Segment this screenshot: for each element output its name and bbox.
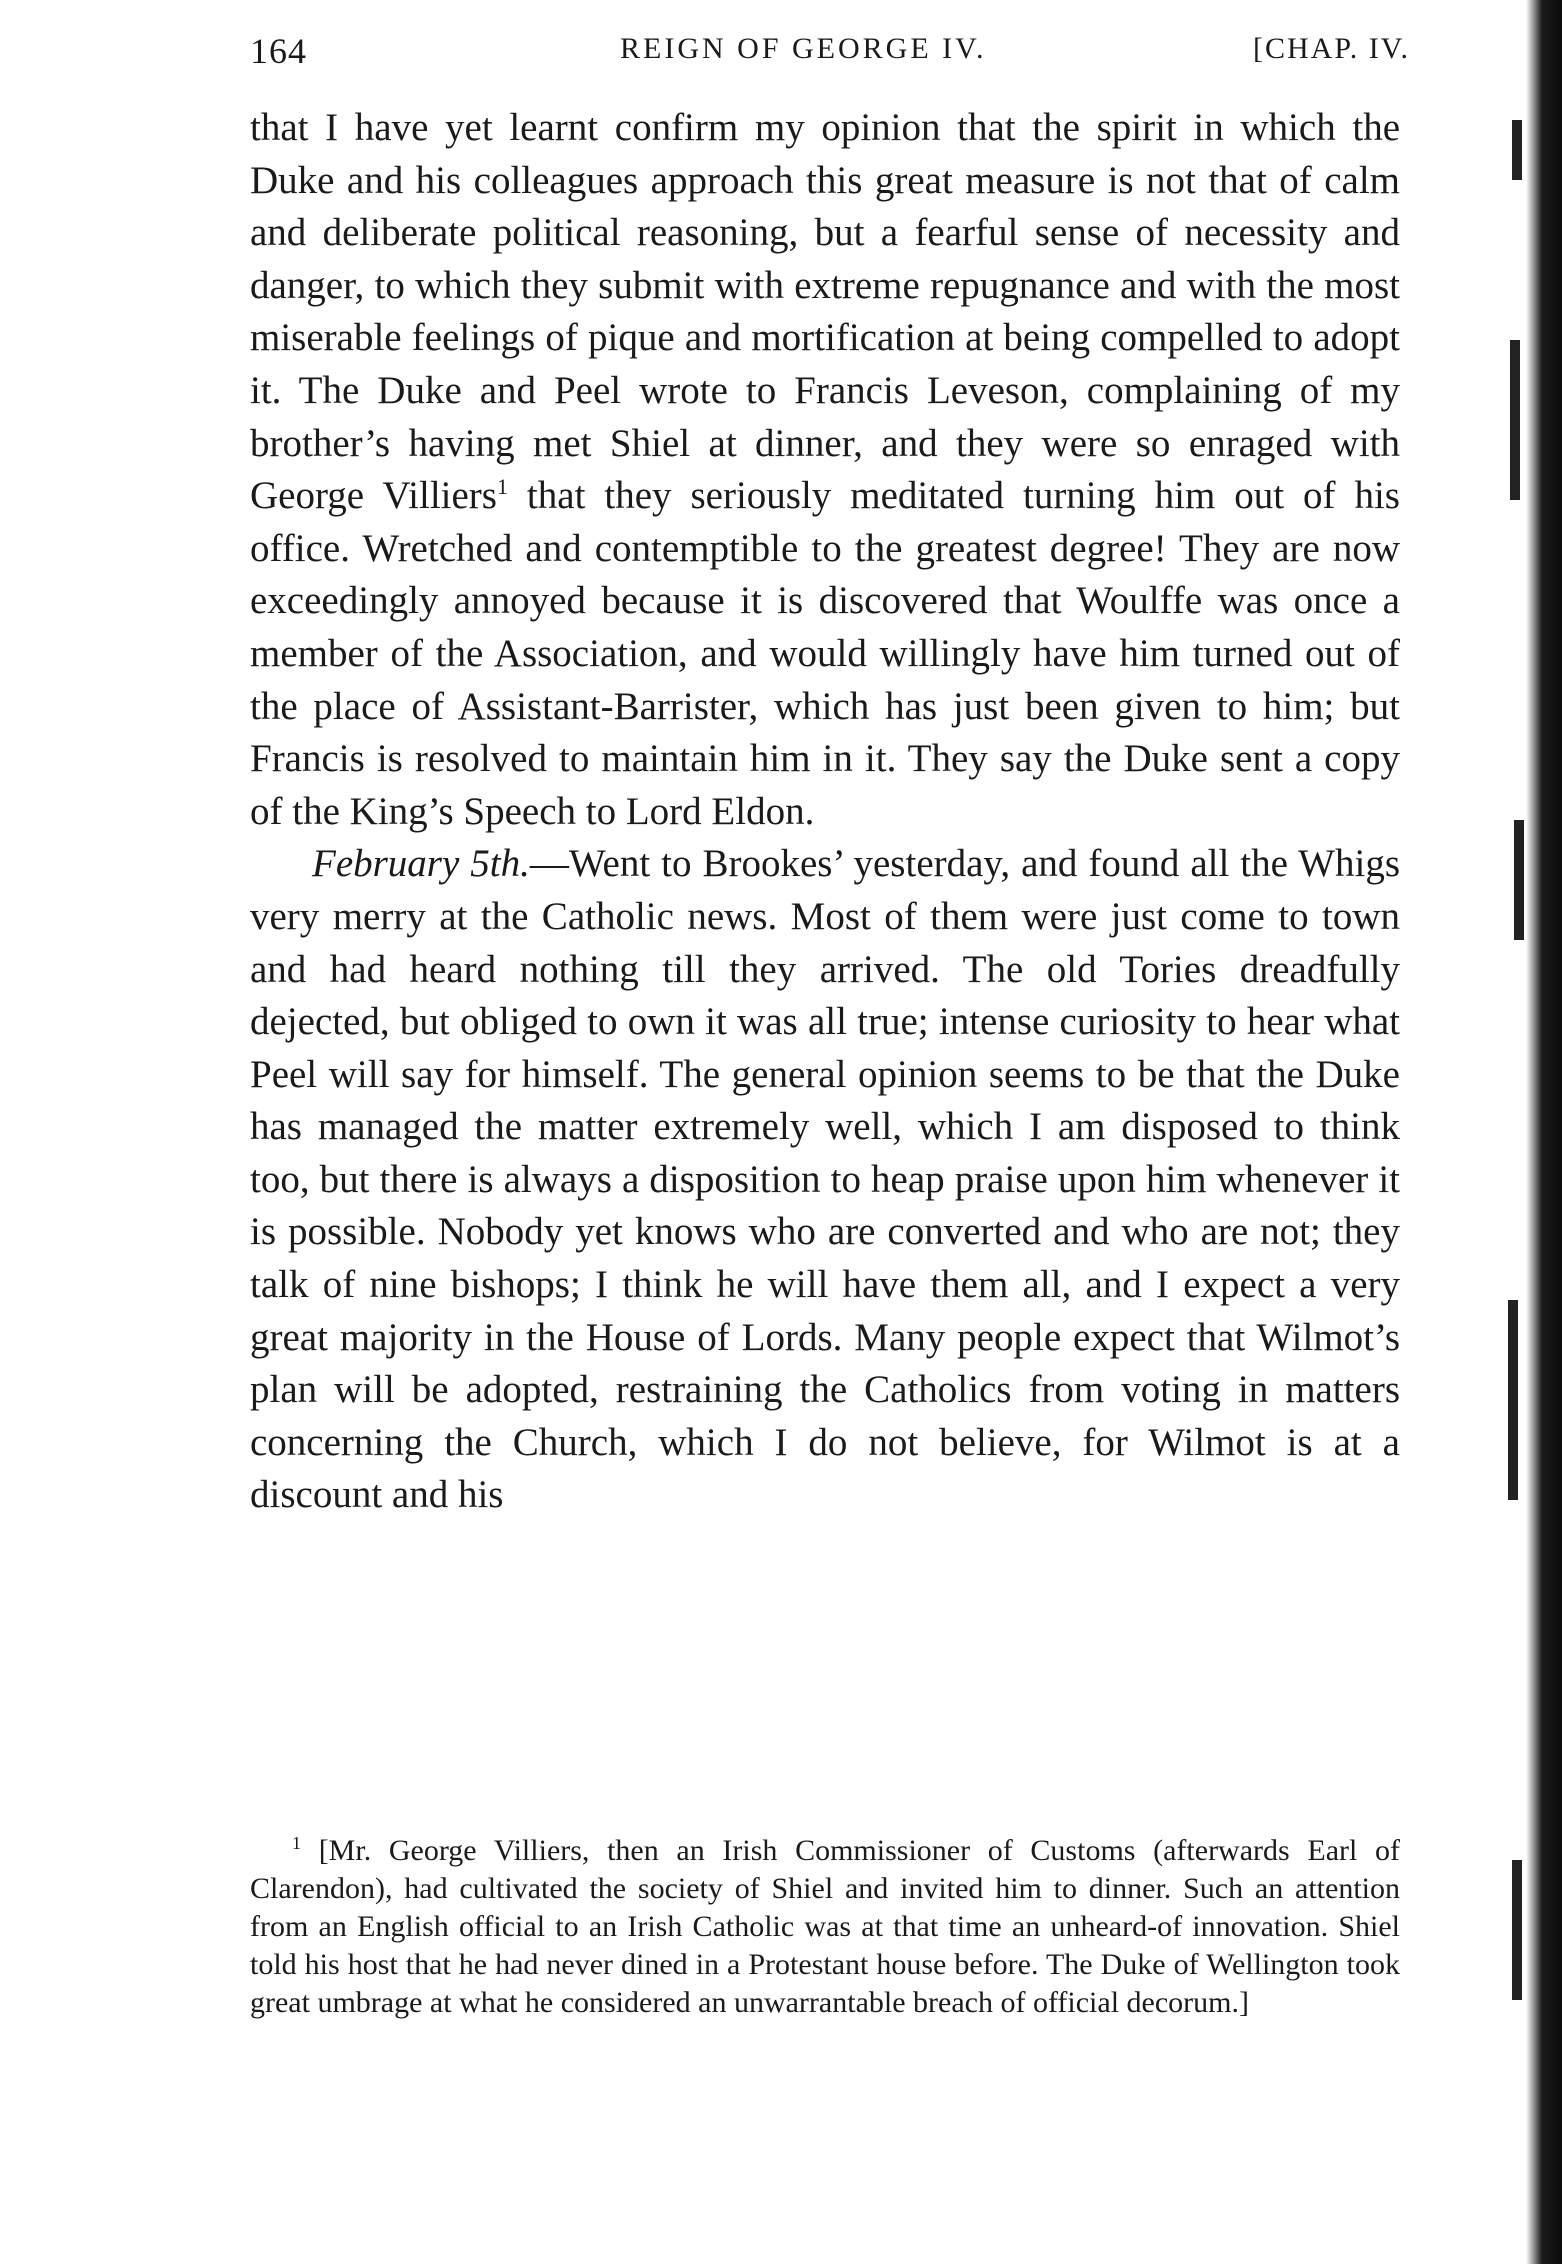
paragraph-continued (250, 102, 1400, 838)
body-text (250, 102, 1400, 1522)
footnote-text: [Mr. George Villiers, then an Irish Commissioner of Customs (afterwards Earl of Clarendon), had cultivated the society of Shiel and invited him to dinner. Such an attention from an English official to an Irish Catholic was at that time an unheard-of innovation. Shiel told his host that he had never dined in a Protestant house before. The Duke of Wellington took great umbrage at what he considered an unwarrantable breach of official decorum.] (250, 1834, 1401, 2019)
edge-mark (1508, 1300, 1518, 1500)
paragraph-text: that I have yet learnt confirm my opinion that the spirit in which the Duke and his colleagues approach this great measure is not that of calm and deliberate political reasoning, but a fearful sense of necessity and danger, to which they submit with extreme repugnance and with the most miserable feelings of pique and mortification at being compelled to adopt it. The Duke and Peel wrote to Francis Leveson, complaining of my brother’s having met Shiel at dinner, and they were so enraged with George Villiers (250, 106, 1400, 518)
footnote-reference: 1 (496, 474, 508, 500)
running-title: REIGN OF GEORGE IV. (620, 32, 987, 65)
entry-date: February 5th. (312, 842, 530, 886)
footnote-marker: 1 (292, 1833, 301, 1853)
diary-entry (250, 838, 1400, 1522)
page-number: 164 (250, 31, 307, 71)
footnote (250, 1832, 1400, 2022)
entry-text: —Went to Brookes’ yesterday, and found all the Whigs very merry at the Catholic news. Most of them were just come to town and had heard nothing till they arrived. The old Tories dreadfully dejected, but obliged to own it was all true; intense curiosity to hear what Peel will say for himself. The general opinion seems to be that the Duke has managed the matter extremely well, which I am disposed to think too, but there is always a disposition to heap praise upon him whenever it is possible. Nobody yet knows who are converted and who are not; they talk of nine bishops; I think he will have them all, and I expect a very great majority in the House of Lords. Many people expect that Wilmot’s plan will be adopted, restraining the Catholics from voting in matters concerning the Church, which I do not believe, for Wilmot is at a discount and his (250, 842, 1401, 1517)
edge-mark (1510, 340, 1520, 500)
running-header (250, 22, 1410, 82)
page-edge-shadow (1526, 0, 1562, 2264)
chapter-label: [CHAP. IV. (1253, 32, 1410, 65)
edge-mark (1512, 1860, 1522, 2000)
edge-mark (1514, 820, 1524, 940)
paragraph-text-continued: that they seriously meditated turning him out of his office. Wretched and contemptible to the greatest degree! They are now exceedingly annoyed because it is discovered that Woulffe was once a member of the Association, and would willingly have him turned out of the place of Assistant-Barrister, which has just been given to him; but Francis is resolved to maintain him in it. They say the Duke sent a copy of the King’s Speech to Lord Eldon. (250, 474, 1400, 833)
edge-mark (1512, 120, 1522, 180)
